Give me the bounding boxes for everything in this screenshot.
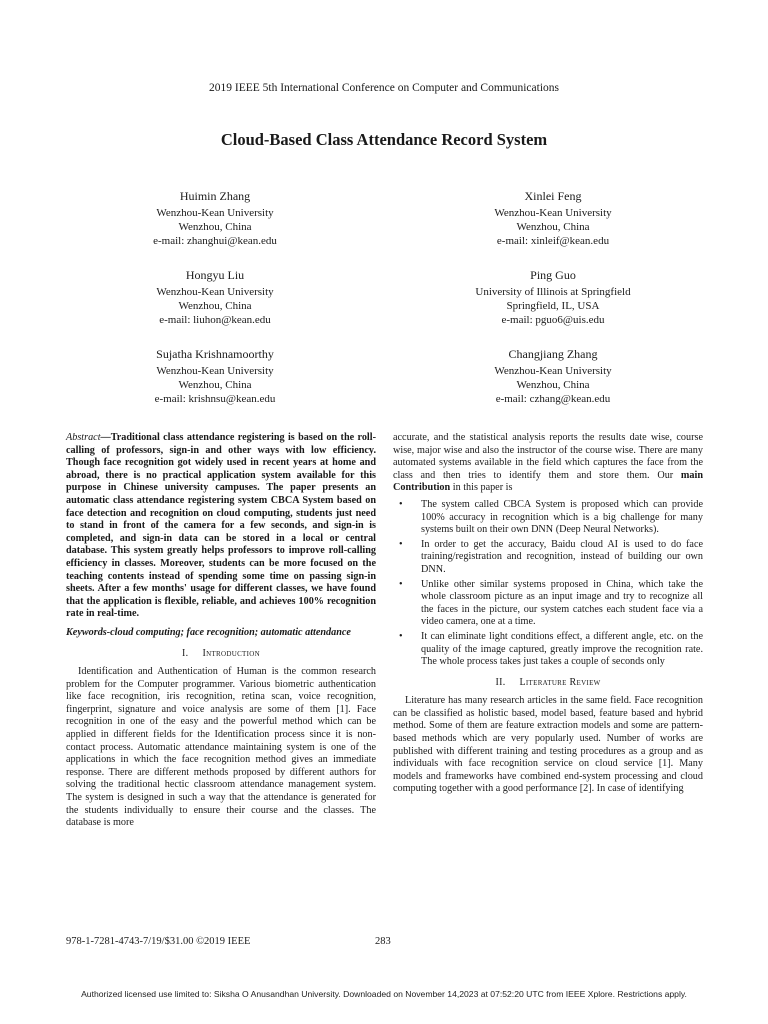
author-location: Wenzhou, China	[516, 221, 590, 233]
author-location: Wenzhou, China	[178, 221, 252, 233]
abstract-lead: Abstract	[66, 432, 101, 443]
author-location: Springfield, IL, USA	[506, 300, 600, 312]
author-block	[423, 347, 683, 406]
left-column	[66, 432, 376, 834]
author-block	[85, 189, 345, 248]
section-number: II.	[495, 676, 506, 688]
author-name: Huimin Zhang	[179, 189, 251, 203]
isbn-footer: 978-1-7281-4743-7/19/$31.00 ©2019 IEEE	[66, 936, 251, 947]
author-name: Sujatha Krishnamoorthy	[156, 347, 274, 361]
abstract-body: —Traditional class attendance registering is based on the roll-calling of professors, sign-in and other ways with low efficiency. Though face recognition got widely used in recent years at home and abroad, there is no practical application system available for this purpose in Chinese university campuses. The paper presents an automatic class attendance registering system CBCA System based on face detection and recognition on cloud computing, students just need to stand in front of the camera for a few seconds, and sign-in is completed, and sign-in data can be stored in a local or central database. This system greatly helps professors to improve roll-calling efficiency in classes. Moreover, students can be more focused on the teaching contents instead of spending some time on passing sign-in sheets. After a few months' usage for different classes, we have found that the application is flexible, reliable, and achieves 100% recognition rate in real-time.	[66, 432, 376, 620]
contribution-list	[393, 499, 703, 669]
author-affiliation: Wenzhou-Kean University	[494, 207, 612, 219]
section-heading	[393, 677, 703, 690]
section-title: Literature Review	[519, 676, 601, 688]
author-affiliation: Wenzhou-Kean University	[494, 365, 612, 377]
bullet-icon: •	[399, 578, 403, 590]
section-number: I.	[182, 647, 189, 659]
author-email: e-mail: zhanghui@kean.edu	[153, 235, 277, 247]
right-column	[393, 432, 703, 800]
author-block	[423, 268, 683, 327]
bullet-icon: •	[399, 538, 403, 550]
page-number: 283	[375, 936, 391, 947]
author-affiliation: Wenzhou-Kean University	[156, 365, 274, 377]
author-affiliation: Wenzhou-Kean University	[156, 207, 274, 219]
list-item: • The system called CBCA System is proposed which can provide 100% accuracy in recognition which is a big challenge for many systems built on their own DNN (Deep Neural Networks).	[399, 498, 703, 536]
author-location: Wenzhou, China	[516, 379, 590, 391]
section-heading	[66, 648, 376, 661]
list-item: • It can eliminate light conditions effect, a different angle, etc. on the quality of the image captured, greatly improve the recognition rate. The whole process takes just takes a couple of seconds only	[399, 630, 703, 668]
intro-continuation: accurate, and the statistical analysis reports the results date wise, course wise, major wise and also the instructor of the course wise. There are many automated systems available in the field which captures the face from the class and then tries to identify them and store them. Our main Contribution in this paper is	[393, 432, 703, 494]
author-affiliation: Wenzhou-Kean University	[156, 286, 274, 298]
author-name: Ping Guo	[530, 268, 576, 282]
license-notice: Authorized licensed use limited to: Siksha O Anusandhan University. Downloaded on November 14,2023 at 07:52:20 UTC from IEEE Xplore. Restrictions apply.	[81, 989, 687, 999]
author-block	[85, 268, 345, 327]
author-name: Hongyu Liu	[185, 268, 245, 282]
abstract	[66, 432, 376, 621]
keywords: Keywords-cloud computing; face recognition; automatic attendance	[66, 626, 351, 638]
section-body: Identification and Authentication of Human is the common research problem for the Computer programmer. Various biometric authentication like face recognition, iris recognition, retina scan, voice recognition, fingerprint, signature and voice analysis are some of them [1]. Face recognition in one of the easy and the powerful method which can be applied in different fields for the Identification process since it is non-contact process. Automatic attendance maintaining system is one of the applications in which the face recognition method gives an immediate response. There are different methods proposed by different authors for solving the traditional hectic classroom attendance management system. The system is designed in such a way that the attendance is generated for the students individually to ensure their course and the classes. The database is more	[66, 666, 376, 829]
main-contribution-bold: main Contribution	[393, 469, 703, 494]
bullet-icon: •	[399, 630, 403, 642]
conference-name: 2019 IEEE 5th International Conference on Computer and Communications	[208, 82, 560, 94]
author-block	[85, 347, 345, 406]
author-email: e-mail: pguo6@uis.edu	[501, 314, 605, 326]
author-block	[423, 189, 683, 248]
author-name: Changjiang Zhang	[508, 347, 598, 361]
bullet-icon: •	[399, 498, 403, 510]
paper-title: Cloud-Based Class Attendance Record System	[220, 130, 548, 149]
author-email: e-mail: xinleif@kean.edu	[496, 235, 610, 247]
list-item: • Unlike other similar systems proposed in China, which take the whole classroom picture as an input image and try to recognize all the faces in the picture, our system catches each student face via a video camera, one at a time.	[399, 578, 703, 628]
author-location: Wenzhou, China	[178, 379, 252, 391]
author-affiliation: University of Illinois at Springfield	[475, 286, 631, 298]
author-name: Xinlei Feng	[524, 189, 582, 203]
section-title: Introduction	[202, 647, 260, 659]
author-email: e-mail: czhang@kean.edu	[495, 393, 611, 405]
list-item: • In order to get the accuracy, Baidu cloud AI is used to do face training/registration and recognition, instead of building our own DNN.	[399, 538, 703, 575]
author-location: Wenzhou, China	[178, 300, 252, 312]
section-body: Literature has many research articles in the same field. Face recognition can be classified as holistic based, model based, feature based and hybrid method. Some of them are feature extraction models and some are pattern-based methods which are very popularly used. Number of works are published with different training and testing procedures as a group and as individuals with face recognition service on cloud service [1]. Many models and frameworks have combined end-system processing and cloud computing together with a good performance [2]. In case of identifying	[393, 695, 703, 795]
author-email: e-mail: liuhon@kean.edu	[159, 314, 271, 326]
author-email: e-mail: krishnsu@kean.edu	[154, 393, 276, 405]
